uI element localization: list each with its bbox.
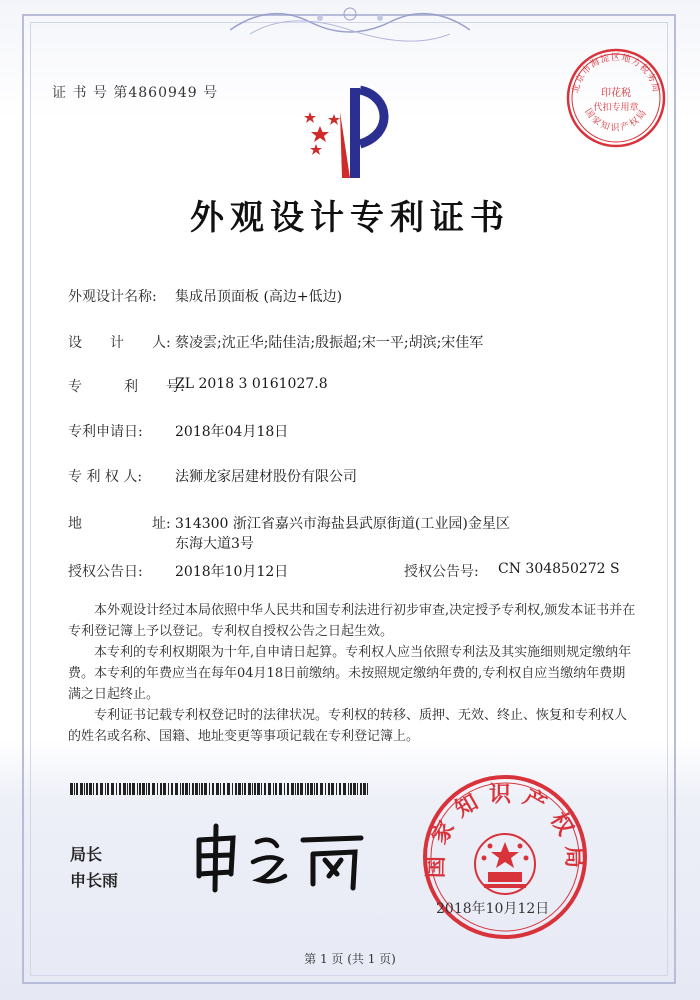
- patentee-value: 法狮龙家居建材股份有限公司: [175, 469, 357, 485]
- paragraph-2: 本专利的专利权期限为十年,自申请日起算。专利权人应当依照专利法及其实施细则规定缴纳年费。本专利的年费应当在每年04月18日前缴纳。未按照规定缴纳年费的,专利权自应当缴纳年费期满之日起终止。: [68, 645, 632, 702]
- filing-date-value: 2018年04月18日: [175, 424, 289, 440]
- grant-number-label: 授权公告号:: [404, 564, 479, 580]
- patent-number-value: ZL 2018 3 0161027.8: [175, 376, 328, 392]
- stamp-date: 2018年10月12日: [436, 901, 550, 917]
- paragraph-1: 本外观设计经过本局依照中华人民共和国专利法进行初步审查,决定授予专利权,颁发本证书并在专利登记簿上予以登记。专利权自授权公告之日起生效。: [68, 603, 636, 639]
- address-line-2: 东海大道3号: [175, 536, 254, 552]
- small-stamp-ring-text: 北京市海淀区地方税务局: [571, 53, 661, 95]
- address-line-1: 314300 浙江省嘉兴市海盐县武原街道(工业园)金星区: [175, 516, 510, 532]
- designer-label: 设 计 人:: [68, 335, 171, 351]
- chief-name: 申长雨: [70, 871, 119, 890]
- address-label: 地 址:: [68, 516, 171, 532]
- small-stamp-center-2: 代扣专用章: [593, 103, 639, 113]
- patentee-label: 专 利 权 人:: [68, 469, 143, 485]
- signature: [185, 818, 385, 894]
- grant-number-value: CN 304850272 S: [498, 561, 620, 577]
- tax-seal-stamp: [562, 44, 670, 152]
- small-stamp-center-1: 印花税: [601, 88, 631, 99]
- grant-date-value: 2018年10月12日: [175, 564, 289, 580]
- certificate-number: 证 书 号 第4860949 号: [52, 85, 219, 101]
- small-stamp-bottom-text: 国家知识产权局: [582, 107, 650, 134]
- page-footer: 第 1 页 (共 1 页): [304, 952, 396, 966]
- barcode: [70, 783, 370, 795]
- designers-value: 蔡凌雲;沈正华;陆佳洁;殷振超;宋一平;胡滨;宋佳军: [175, 335, 484, 351]
- chief-title: 局长: [70, 845, 103, 864]
- design-name-value: 集成吊顶面板 (高边+低边): [175, 289, 343, 305]
- patent-office-logo: [298, 82, 398, 182]
- national-emblem-icon: [475, 834, 535, 894]
- svg-text:国家知识产权局: [424, 782, 587, 878]
- top-ornament-icon: [230, 0, 470, 44]
- paragraph-3: 专利证书记载专利权登记时的法律状况。专利权的转移、质押、无效、终止、恢复和专利权人的姓名或名称、国籍、地址变更等事项记载在专利登记簿上。: [68, 708, 628, 744]
- design-name-label: 外观设计名称:: [68, 289, 157, 305]
- filing-date-label: 专利申请日:: [68, 424, 143, 440]
- big-stamp-ring-text: 国家知识产权局: [423, 782, 587, 879]
- grant-date-label: 授权公告日:: [68, 564, 143, 580]
- page-title: 外观设计专利证书: [190, 198, 510, 238]
- patent-number-label: 专 利 号:: [68, 379, 185, 395]
